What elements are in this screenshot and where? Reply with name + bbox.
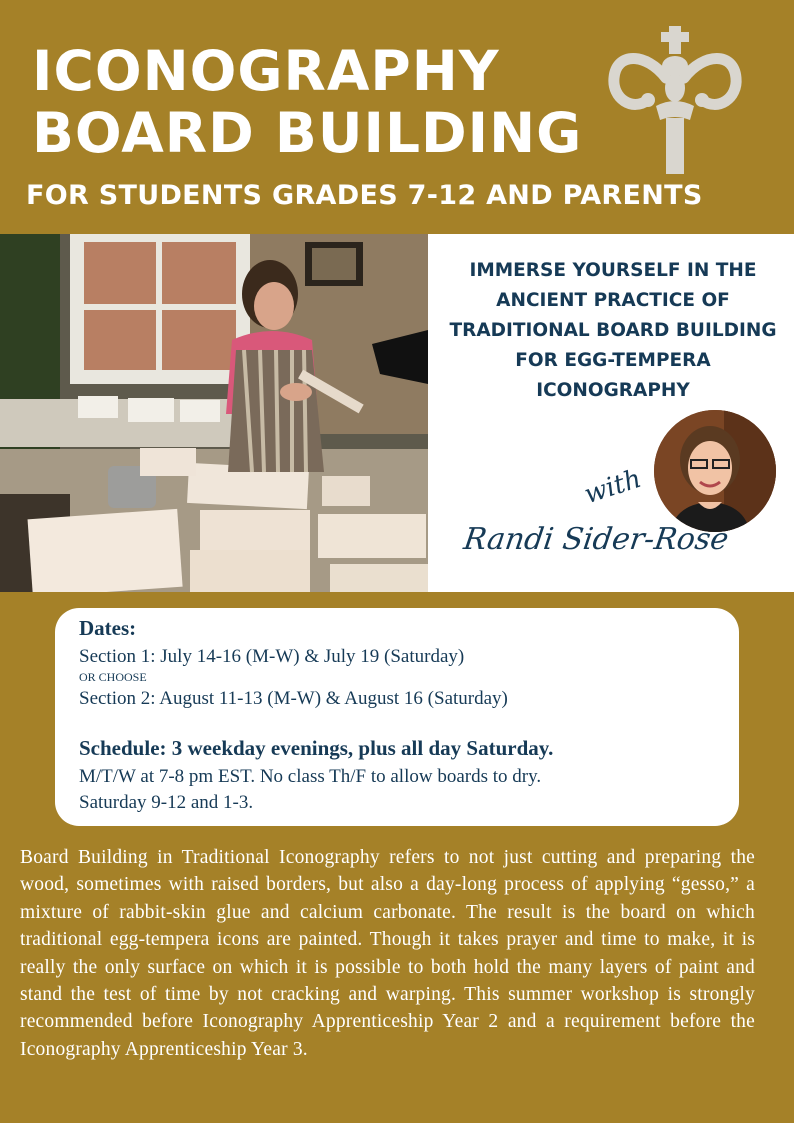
promo-panel: [428, 234, 794, 592]
schedule-card: [55, 608, 739, 826]
or-choose-label: OR CHOOSE: [79, 670, 147, 684]
fleur-cross-icon: [606, 22, 744, 174]
page-title: [32, 40, 582, 164]
instructor-portrait: [654, 410, 776, 532]
instructor-portrait-illustration: [654, 410, 776, 532]
title-line-2: BOARD BUILDING: [32, 101, 583, 165]
schedule-saturday: Saturday 9-12 and 1-3.: [79, 792, 254, 813]
subtitle: FOR STUDENTS GRADES 7-12 AND PARENTS: [26, 180, 703, 211]
section-2-dates: Section 2: August 11-13 (M-W) & August 16 (Saturday): [79, 688, 508, 709]
schedule-title: Schedule: 3 weekday evenings, plus all day Saturday.: [79, 736, 554, 760]
promo-heading: IMMERSE YOURSELF IN THE ANCIENT PRACTICE OF TRADITIONAL BOARD BUILDING FOR EGG-TEMPERA ICONOGRAPHY: [449, 260, 777, 401]
with-label: with: [580, 463, 645, 511]
dates-label: Dates:: [79, 616, 137, 640]
instructor-name: Randi Sider-Rose: [461, 522, 731, 557]
header: [0, 0, 794, 234]
section-1-dates: Section 1: July 14-16 (M-W) & July 19 (Saturday): [79, 646, 465, 667]
workshop-photo-illustration: [0, 234, 428, 592]
workshop-photo: [0, 234, 428, 592]
description-paragraph: Board Building in Traditional Iconography refers to not just cutting and preparing the wood, sometimes with raised borders, but also a day-long process of applying “gesso,” a mixture of rabbit-skin glue and calcium carbonate. The result is the board on which traditional egg-tempera icons are painted. Though it takes prayer and time to make, it is really the only surface on which it is possible to both hold the many layers of paint and stand the test of time by not cracking and warping. This summer workshop is strongly recommended before Iconography Apprenticeship Year 2 and a requirement before the Iconography Apprenticeship Year 3.: [20, 847, 755, 1060]
title-line-1: ICONOGRAPHY: [32, 39, 500, 103]
schedule-weekday: M/T/W at 7-8 pm EST. No class Th/F to allow boards to dry.: [79, 766, 542, 787]
